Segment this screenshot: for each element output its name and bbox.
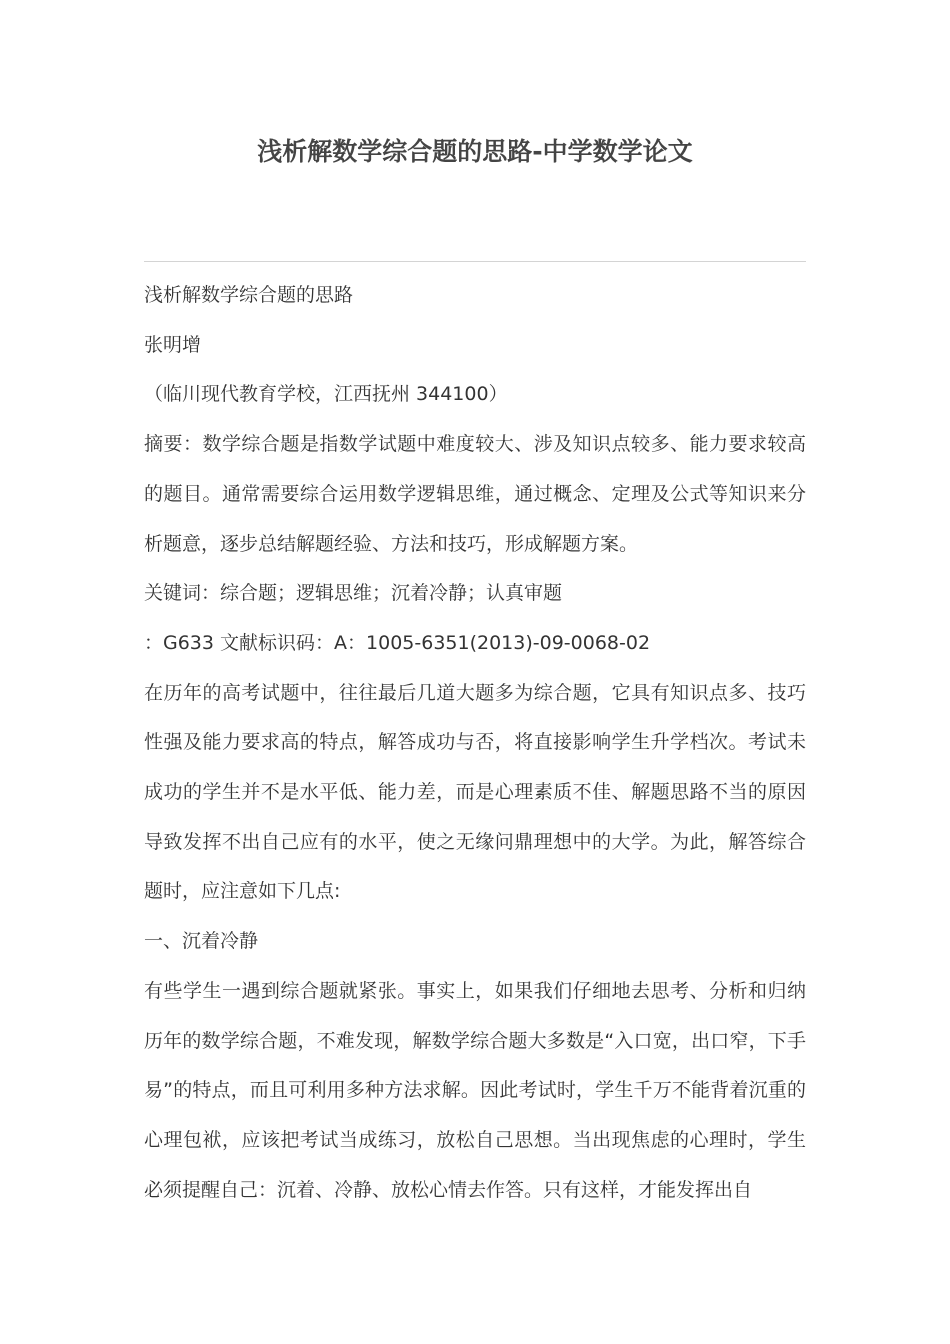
body-paragraph: 有些学生一遇到综合题就紧张。事实上，如果我们仔细地去思考、分析和归纳历年的数学综合题，不难发现，解数学综合题大多数是“入口宽，出口窄，下手易”的特点，而且可利用多种方法求解。因此考试时，学生千万不能背着沉重的心理包袱，应该把考试当成练习，放松自己思想。当出现焦虑的心理时，学生必须提醒自己：沉着、冷静、放松心情去作答。只有这样，才能发挥出自 [144,979,806,1201]
keywords-line: 关键词：综合题；逻辑思维；沉着冷静；认真审题 [144,582,563,605]
author-affiliation: （临川现代教育学校，江西抚州 344100） [144,383,508,406]
title-divider [144,261,806,262]
document-title: 浅析解数学综合题的思路-中学数学论文 [257,137,693,166]
article-body [144,271,806,1215]
article-heading: 浅析解数学综合题的思路 [144,284,354,306]
intro-paragraph: 在历年的高考试题中，往往最后几道大题多为综合题，它具有知识点多、技巧性强及能力要求高的特点，解答成功与否，将直接影响学生升学档次。考试未成功的学生并不是水平低、能力差，而是心理素质不佳、解题思路不当的原因导致发挥不出自己应有的水平，使之无缘问鼎理想中的大学。为此，解答综合题时，应注意如下几点: [144,681,806,903]
section-heading: 一、沉着冷静 [144,930,259,953]
author-name: 张明增 [144,333,202,356]
classification-line: ：G633 文献标识码：A：1005-6351(2013)-09-0068-02 [144,631,651,654]
abstract-paragraph: 摘要：数学综合题是指数学试题中难度较大、涉及知识点较多、能力要求较高的题目。通常需要综合运用数学逻辑思维，通过概念、定理及公式等知识来分析题意，逐步总结解题经验、方法和技巧，形成解题方案。 [144,433,806,555]
